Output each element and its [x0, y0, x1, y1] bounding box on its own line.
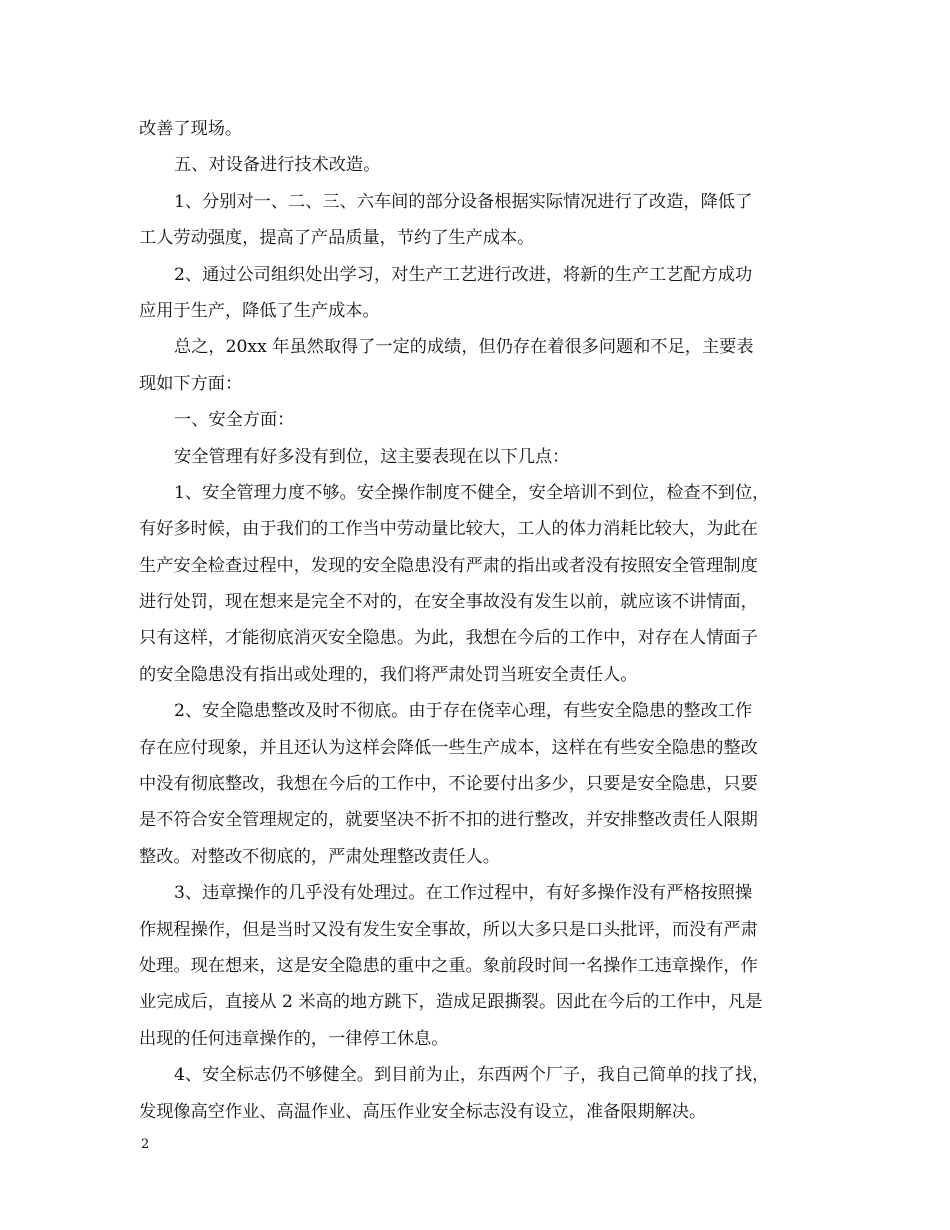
text-line: 工人劳动强度，提高了产品质量，节约了生产成本。: [139, 228, 535, 249]
text-line: 存在应付现象，并且还认为这样会降低一些生产成本，这样在有些安全隐患的整改: [139, 737, 758, 758]
text-line: 是不符合安全管理规定的，就要坚决不折不扣的进行整改，并安排整改责任人限期: [139, 810, 758, 831]
text-line: 1、分别对一、二、三、六车间的部分设备根据实际情况进行了改造，降低了: [174, 191, 753, 212]
document-body: [139, 111, 819, 1130]
text-line: 有好多时候，由于我们的工作当中劳动量比较大，工人的体力消耗比较大，为此在: [139, 519, 758, 540]
text-line: 业完成后，直接从 2 米高的地方跳下，造成足跟撕裂。因此在今后的工作中，凡是: [139, 992, 763, 1013]
text-line: 进行处罚，现在想来是完全不对的，在安全事故没有发生以前，就应该不讲情面，: [139, 592, 758, 613]
text-line: 一、安全方面：: [174, 410, 295, 431]
text-line: 应用于生产，降低了生产成本。: [139, 300, 380, 321]
text-line: 出现的任何违章操作的，一律停工休息。: [139, 1028, 449, 1049]
text-line: 发现像高空作业、高温作业、高压作业安全标志没有设立，准备限期解决。: [139, 1101, 707, 1122]
text-line: 中没有彻底整改，我想在今后的工作中，不论要付出多少，只要是安全隐患，只要: [139, 774, 758, 795]
text-line: 1、安全管理力度不够。安全操作制度不健全，安全培训不到位，检查不到位，: [174, 482, 770, 503]
page-number: 2: [141, 1137, 150, 1152]
text-line: 4、安全标志仍不够健全。到目前为止，东西两个厂子，我自己简单的找了找，: [174, 1065, 770, 1086]
text-line: 总之，20xx 年虽然取得了一定的成绩，但仍存在着很多问题和不足，主要表: [174, 337, 754, 358]
text-line: 现如下方面：: [139, 373, 243, 394]
text-line: 改善了现场。: [139, 119, 243, 139]
text-line: 的安全隐患没有指出或处理的，我们将严肃处罚当班安全责任人。: [139, 664, 638, 685]
text-line: 安全管理有好多没有到位，这主要表现在以下几点：: [174, 446, 570, 467]
text-line: 2、安全隐患整改及时不彻底。由于存在侥幸心理，有些安全隐患的整改工作: [174, 701, 753, 722]
text-line: 整改。对整改不彻底的，严肃处理整改责任人。: [139, 846, 500, 867]
text-line: 五、对设备进行技术改造。: [174, 155, 381, 176]
text-line: 3、违章操作的几乎没有处理过。在工作过程中，有好多操作没有严格按照操: [174, 883, 753, 904]
text-line: 处理。现在想来，这是安全隐患的重中之重。象前段时间一名操作工违章操作，作: [139, 955, 758, 976]
text-line: 2、通过公司组织处出学习，对生产工艺进行改进，将新的生产工艺配方成功: [174, 264, 753, 285]
text-line: 只有这样，才能彻底消灭安全隐患。为此，我想在今后的工作中，对存在人情面子: [139, 628, 758, 649]
text-line: 生产安全检查过程中，发现的安全隐患没有严肃的指出或者没有按照安全管理制度: [139, 555, 758, 576]
text-line: 作规程操作，但是当时又没有发生安全事故，所以大多只是口头批评，而没有严肃: [139, 919, 758, 940]
